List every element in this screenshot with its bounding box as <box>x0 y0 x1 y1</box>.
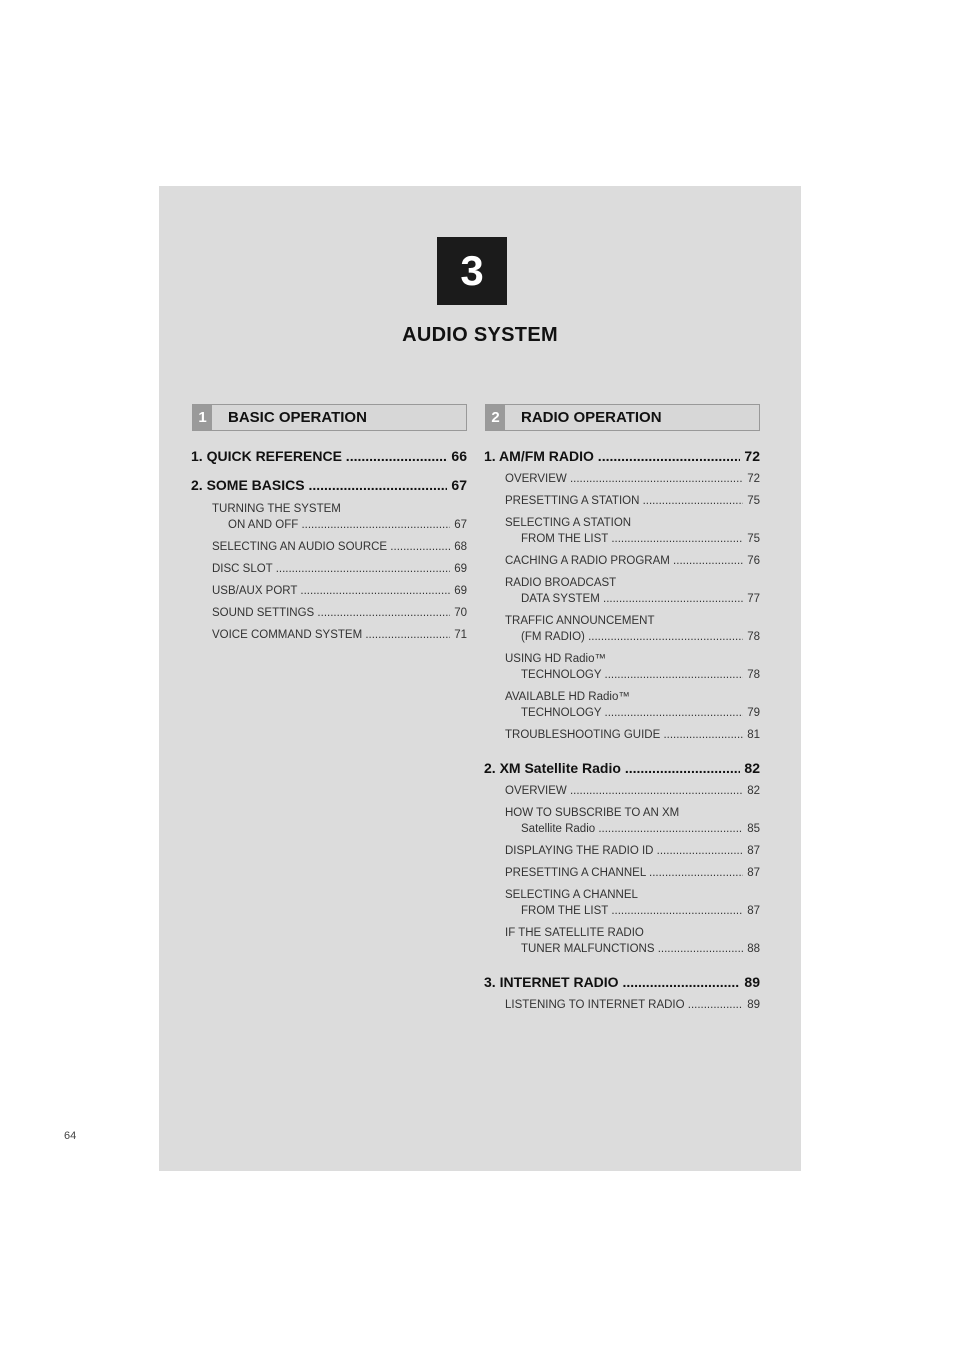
chapter-title: AUDIO SYSTEM <box>402 324 558 346</box>
toc-subentry-label: SELECTING A CHANNEL <box>505 889 638 901</box>
toc-subentry-label: TURNING THE SYSTEM <box>212 503 341 515</box>
toc-subentry[interactable] <box>505 493 760 509</box>
toc-subentry-label: IF THE SATELLITE RADIO <box>505 927 644 939</box>
toc-subentry-page: 87 <box>743 865 760 881</box>
toc-subentry-label: SELECTING AN AUDIO SOURCE ..... <box>212 541 467 553</box>
toc-subentry-page: 69 <box>450 583 467 599</box>
section-number: 2 <box>486 405 505 430</box>
toc-subentry-label: OVERVIEW ..... <box>505 473 760 485</box>
toc-subentry-label: DISPLAYING THE RADIO ID ..... <box>505 845 760 857</box>
toc-subentry-page: 81 <box>743 727 760 743</box>
toc-subentry[interactable] <box>505 997 760 1013</box>
toc-subentry-label: OVERVIEW ..... <box>505 785 760 797</box>
toc-subentry-page: 88 <box>743 941 760 957</box>
section-title: RADIO OPERATION <box>521 409 662 426</box>
toc-entry[interactable] <box>484 448 760 464</box>
toc-subentry-label: USB/AUX PORT ..... <box>212 585 467 597</box>
toc-subentry-label-cont: TECHNOLOGY ..... <box>505 669 760 681</box>
toc-subentry-page: 72 <box>743 471 760 487</box>
toc-subentry-label: TRAFFIC ANNOUNCEMENT <box>505 615 655 627</box>
toc-subentry-page: 87 <box>743 843 760 859</box>
page-number: 64 <box>64 1130 77 1142</box>
toc-entry-page: 89 <box>740 974 760 990</box>
toc-subentry-page: 67 <box>450 517 467 533</box>
toc-subentry-label: USING HD Radio™ <box>505 653 606 665</box>
toc-subentry-page: 87 <box>743 903 760 919</box>
toc-subentry[interactable] <box>505 843 760 859</box>
toc-entry-page: 82 <box>740 760 760 776</box>
toc-subentry[interactable] <box>212 561 467 577</box>
toc-subentry[interactable] <box>505 783 760 799</box>
toc-entry-page: 66 <box>447 448 467 464</box>
toc-subentry[interactable] <box>212 605 467 621</box>
toc-subentry-label-cont: Satellite Radio ..... <box>505 823 760 835</box>
toc-subentry[interactable] <box>212 539 467 555</box>
toc-subentry-label-cont: DATA SYSTEM ..... <box>505 593 760 605</box>
section-header-radio-operation <box>485 404 760 431</box>
toc-subentry-page: 78 <box>743 667 760 683</box>
toc-entry-page: 67 <box>447 477 467 493</box>
toc-subentry-page: 78 <box>743 629 760 645</box>
toc-subentry-page: 68 <box>450 539 467 555</box>
toc-entry-label: 1. AM/FM RADIO ..... <box>484 448 760 464</box>
toc-subentry-page: 79 <box>743 705 760 721</box>
toc-subentry-page: 71 <box>450 627 467 643</box>
toc-subentry-page: 75 <box>743 493 760 509</box>
toc-subentry-page: 75 <box>743 531 760 547</box>
toc-subentry[interactable] <box>505 865 760 881</box>
toc-entry-label: 1. QUICK REFERENCE ..... <box>191 448 467 464</box>
toc-subentry[interactable] <box>505 553 760 569</box>
toc-subentry-page: 89 <box>743 997 760 1013</box>
toc-subentry[interactable] <box>505 575 760 607</box>
toc-subentry[interactable] <box>505 887 760 919</box>
toc-subentry-label: AVAILABLE HD Radio™ <box>505 691 630 703</box>
section-header-basic-operation <box>192 404 467 431</box>
toc-column-left <box>192 404 467 643</box>
toc-entry[interactable] <box>191 448 467 464</box>
toc-subentry[interactable] <box>505 925 760 957</box>
toc-subentry[interactable] <box>505 727 760 743</box>
toc-subentry[interactable] <box>505 651 760 683</box>
toc-subentry[interactable] <box>212 627 467 643</box>
chapter-number-box: 3 <box>437 237 507 305</box>
toc-subentry-page: 85 <box>743 821 760 837</box>
toc-subentry-label: LISTENING TO INTERNET RADIO ..... <box>505 999 760 1011</box>
toc-subentry[interactable] <box>212 583 467 599</box>
toc-subentry-label: SELECTING A STATION <box>505 517 632 529</box>
toc-subentry[interactable] <box>505 805 760 837</box>
toc-subentry-label: HOW TO SUBSCRIBE TO AN XM <box>505 807 680 819</box>
toc-subentry-label-cont: ON AND OFF ..... <box>212 519 467 531</box>
toc-subentry-label: CACHING A RADIO PROGRAM ..... <box>505 555 760 567</box>
toc-subentry-label: PRESETTING A CHANNEL ..... <box>505 867 760 879</box>
toc-entry-label: 2. SOME BASICS ..... <box>191 477 467 493</box>
toc-subentry-label: TROUBLESHOOTING GUIDE ..... <box>505 729 760 741</box>
section-title: BASIC OPERATION <box>228 409 367 426</box>
toc-entry-label: 2. XM Satellite Radio ..... <box>484 760 760 776</box>
toc-subentry-label-cont: FROM THE LIST ..... <box>505 905 760 917</box>
toc-column-right <box>485 404 760 1013</box>
toc-subentry-label-cont: FROM THE LIST ..... <box>505 533 760 545</box>
toc-subentry-label: SOUND SETTINGS ..... <box>212 607 467 619</box>
toc-subentry-label: DISC SLOT ..... <box>212 563 467 575</box>
toc-subentry-page: 69 <box>450 561 467 577</box>
toc-subentry[interactable] <box>505 515 760 547</box>
toc-subentry[interactable] <box>212 501 467 533</box>
toc-entry[interactable] <box>484 974 760 990</box>
toc-subentry-label: PRESETTING A STATION ..... <box>505 495 760 507</box>
toc-subentry-label: VOICE COMMAND SYSTEM ..... <box>212 629 467 641</box>
toc-subentry-label-cont: TUNER MALFUNCTIONS ..... <box>505 943 760 955</box>
toc-subentry-page: 70 <box>450 605 467 621</box>
toc-subentry-label-cont: TECHNOLOGY ..... <box>505 707 760 719</box>
toc-entry-label: 3. INTERNET RADIO ..... <box>484 974 760 990</box>
toc-subentry-label: RADIO BROADCAST <box>505 577 617 589</box>
toc-subentry-page: 82 <box>743 783 760 799</box>
toc-subentry[interactable] <box>505 471 760 487</box>
section-number: 1 <box>193 405 212 430</box>
toc-subentry-page: 77 <box>743 591 760 607</box>
toc-entry-page: 72 <box>740 448 760 464</box>
toc-subentry-label-cont: (FM RADIO) ..... <box>505 631 760 643</box>
toc-entry[interactable] <box>191 477 467 493</box>
toc-subentry-page: 76 <box>743 553 760 569</box>
toc-subentry[interactable] <box>505 689 760 721</box>
toc-subentry[interactable] <box>505 613 760 645</box>
toc-entry[interactable] <box>484 760 760 776</box>
